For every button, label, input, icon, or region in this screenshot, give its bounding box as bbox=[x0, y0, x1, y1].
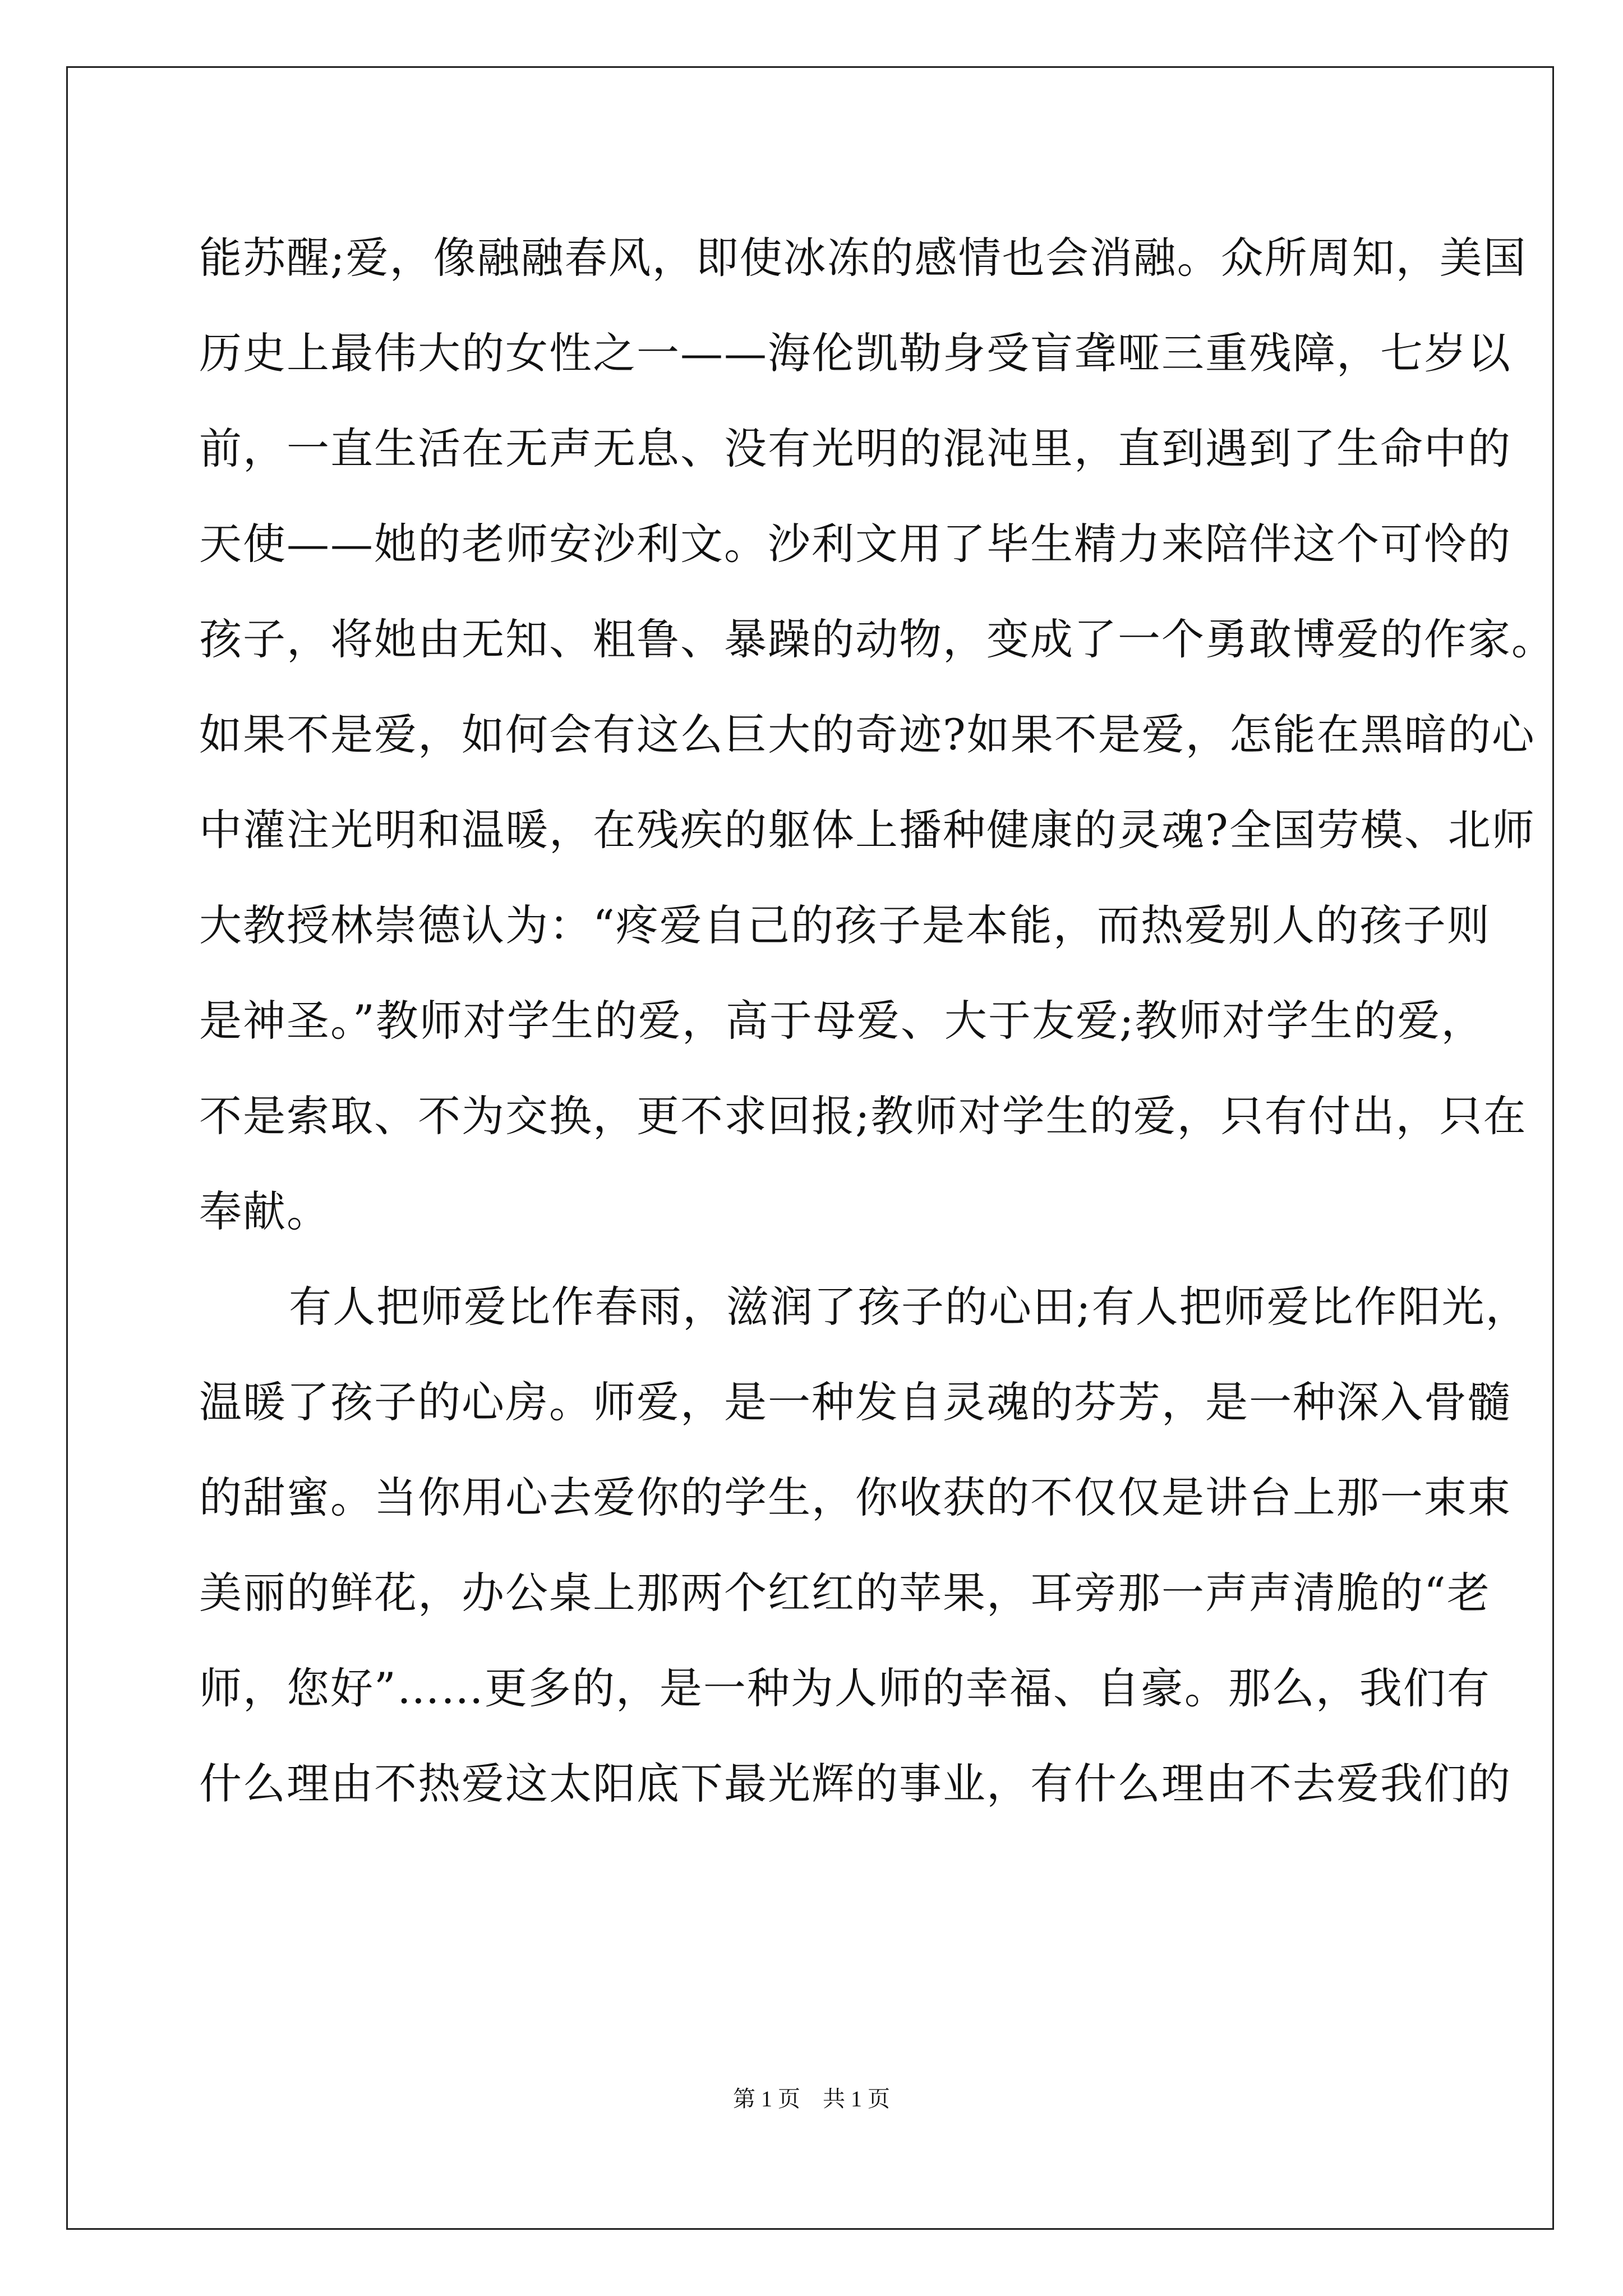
text-line: 不是索取、不为交换，更不求回报;教师对学生的爱，只有付出，只在 bbox=[199, 1091, 1527, 1141]
text-line: 什么理由不热爱这太阳底下最光辉的事业，有什么理由不去爱我们的 bbox=[199, 1759, 1511, 1809]
text-line: 前，一直生活在无声无息、没有光明的混沌里，直到遇到了生命中的 bbox=[199, 424, 1511, 473]
document-body bbox=[199, 210, 1555, 1832]
text-line: 奉献。 bbox=[199, 1186, 330, 1236]
paragraph-start-line: 有人把师爱比作春雨，滋润了孩子的心田;有人把师爱比作阳光， bbox=[289, 1282, 1529, 1332]
text-line: 大教授林崇德认为：“疼爱自己的孩子是本能，而热爱别人的孩子则 bbox=[199, 900, 1491, 950]
text-line: 能苏醒;爱，像融融春风，即使冰冻的感情也会消融。众所周知，美国 bbox=[199, 233, 1527, 283]
text-line: 师，您好”……更多的，是一种为人师的幸福、自豪。那么，我们有 bbox=[199, 1663, 1491, 1713]
text-line: 是神圣。”教师对学生的爱，高于母爱、大于友爱;教师对学生的爱， bbox=[199, 996, 1485, 1046]
text-line: 美丽的鲜花，办公桌上那两个红红的苹果，耳旁那一声声清脆的“老 bbox=[199, 1568, 1491, 1618]
text-line: 温暖了孩子的心房。师爱，是一种发自灵魂的芬芳，是一种深入骨髓 bbox=[199, 1377, 1511, 1427]
text-line: 孩子，将她由无知、粗鲁、暴躁的动物，变成了一个勇敢博爱的作家。 bbox=[199, 614, 1555, 664]
page-footer: 第 1 页 共 1 页 bbox=[733, 2086, 890, 2111]
text-line: 中灌注光明和温暖，在残疾的躯体上播种健康的灵魂?全国劳模、北师 bbox=[199, 805, 1536, 855]
text-line: 的甜蜜。当你用心去爱你的学生，你收获的不仅仅是讲台上那一束束 bbox=[199, 1473, 1511, 1522]
text-line: 历史上最伟大的女性之一——海伦凯勒身受盲聋哑三重残障，七岁以 bbox=[199, 328, 1511, 378]
text-line: 天使——她的老师安沙利文。沙利文用了毕生精力来陪伴这个可怜的 bbox=[199, 519, 1511, 569]
text-line: 如果不是爱，如何会有这么巨大的奇迹?如果不是爱，怎能在黑暗的心 bbox=[199, 710, 1536, 760]
